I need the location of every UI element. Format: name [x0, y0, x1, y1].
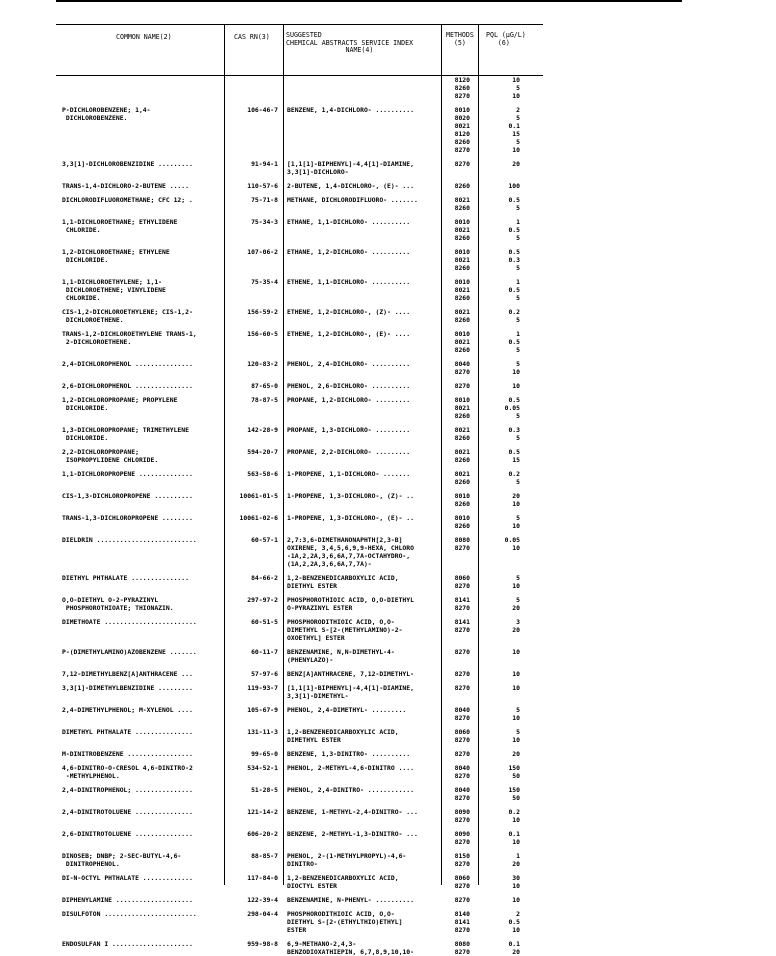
row-methods: 8010 8021 8260 [454, 396, 470, 420]
row-index-name: ETHANE, 1,2-DICHLORO- .......... [287, 248, 411, 256]
row-cas-rn: 563-58-6 [247, 470, 278, 478]
row-pql: 0.3 5 [508, 426, 520, 442]
row-index-name: PHENOL, 2,4-DINITRO- ............ [287, 786, 414, 794]
row-index-name: 1,2-BENZENEDICARBOXYLIC ACID, DIOCTYL ESTER [287, 874, 399, 890]
row-common-name: DIPHENYLAMINE .................... [62, 896, 193, 904]
row-cas-rn: 156-59-2 [247, 308, 278, 316]
row-pql: 20 [512, 160, 520, 168]
row-cas-rn: 594-20-7 [247, 448, 278, 456]
row-methods: 8040 8270 [454, 706, 470, 722]
row-index-name: BENZ[A]ANTHRACENE, 7,12-DIMETHYL- [287, 670, 414, 678]
column-divider-4 [478, 24, 479, 885]
row-index-name: PHENOL, 2,4-DICHLORO- .......... [287, 360, 411, 368]
row-cas-rn: 121-14-2 [247, 808, 278, 816]
row-methods: 8090 8270 [454, 808, 470, 824]
row-methods: 8150 8270 [454, 852, 470, 868]
row-cas-rn: 119-93-7 [247, 684, 278, 692]
row-pql: 100 [508, 182, 520, 190]
row-cas-rn: 156-60-5 [247, 330, 278, 338]
row-common-name: 3,3[1]-DICHLOROBENZIDINE ......... [62, 160, 193, 168]
row-methods: 8270 [454, 382, 470, 390]
row-pql: 0.2 5 [508, 470, 520, 486]
row-pql: 150 50 [508, 764, 520, 780]
row-index-name: BENZENE, 1-METHYL-2,4-DINITRO- ... [287, 808, 418, 816]
row-cas-rn: 75-34-3 [251, 218, 278, 226]
row-cas-rn: 57-97-6 [251, 670, 278, 678]
row-methods: 8141 8270 [454, 618, 470, 634]
row-index-name: PHENOL, 2,4-DIMETHYL- ......... [287, 706, 407, 714]
row-common-name: DIMETHYL PHTHALATE ............... [62, 728, 193, 736]
row-common-name: TRANS-1,3-DICHLOROPROPENE ........ [62, 514, 193, 522]
row-index-name: [1,1[1]-BIPHENYL]-4,4[1]-DIAMINE, 3,3[1]-DIMETHYL- [287, 684, 414, 700]
row-methods: 8120 8260 8270 [454, 76, 470, 100]
row-index-name: PHOSPHORODITHIOIC ACID, O,O- DIMETHYL S-[2-(METHYLAMINO)-2- OXOETHYL] ESTER [287, 618, 403, 642]
row-methods: 8270 [454, 750, 470, 758]
row-methods: 8060 8270 [454, 874, 470, 890]
row-index-name: ETHENE, 1,1-DICHLORO- .......... [287, 278, 411, 286]
row-cas-rn: 105-67-9 [247, 706, 278, 714]
row-cas-rn: 60-57-1 [251, 536, 278, 544]
row-pql: 5 20 [512, 596, 520, 612]
row-methods: 8010 8021 8260 [454, 278, 470, 302]
row-common-name: 1,1-DICHLOROETHYLENE; 1,1- DICHLOROETHENE; VINYLIDENE CHLORIDE. [62, 278, 166, 302]
row-methods: 8021 8260 [454, 308, 470, 324]
row-common-name: 2,4-DIMETHYLPHENOL; M-XYLENOL .... [62, 706, 193, 714]
row-cas-rn: 84-66-2 [251, 574, 278, 582]
row-common-name: TRANS-1,2-DICHLOROETHYLENE TRANS-1, 2-DICHLOROETHENE. [62, 330, 197, 346]
row-cas-rn: 122-39-4 [247, 896, 278, 904]
row-methods: 8010 8260 [454, 492, 470, 508]
row-methods: 8021 8260 [454, 470, 470, 486]
row-common-name: DIMETHOATE ........................ [62, 618, 197, 626]
row-common-name: 2,6-DICHLOROPHENOL ............... [62, 382, 193, 390]
row-cas-rn: 88-85-7 [251, 852, 278, 860]
row-methods: 8040 8270 [454, 764, 470, 780]
row-index-name: BENZENE, 1,4-DICHLORO- .......... [287, 106, 414, 114]
row-methods: 8260 [454, 182, 470, 190]
row-methods: 8270 [454, 670, 470, 678]
top-rule [56, 0, 682, 2]
row-methods: 8010 8021 8260 [454, 330, 470, 354]
row-methods: 8060 8270 [454, 574, 470, 590]
row-cas-rn: 110-57-6 [247, 182, 278, 190]
row-methods: 8010 8020 8021 8120 8260 8270 [454, 106, 470, 154]
row-common-name: M-DINITROBENZENE ................. [62, 750, 193, 758]
row-pql: 5 10 [512, 706, 520, 722]
row-index-name: PHENOL, 2-(1-METHYLPROPYL)-4,6- DINITRO- [287, 852, 407, 868]
row-index-name: PROPANE, 2,2-DICHLORO- ......... [287, 448, 411, 456]
row-cas-rn: 297-97-2 [247, 596, 278, 604]
row-pql: 10 [512, 382, 520, 390]
row-cas-rn: 606-20-2 [247, 830, 278, 838]
column-divider-2 [283, 24, 284, 885]
row-common-name: 4,6-DINITRO-O-CRESOL 4,6-DINITRO-2 -METHYLPHENOL. [62, 764, 193, 780]
row-methods: 8080 8270 [454, 940, 470, 956]
row-pql: 150 50 [508, 786, 520, 802]
row-methods: 8021 8260 [454, 426, 470, 442]
row-cas-rn: 10061-01-5 [239, 492, 278, 500]
row-methods: 8021 8260 [454, 448, 470, 464]
column-divider-3 [441, 24, 442, 885]
row-methods: 8060 8270 [454, 728, 470, 744]
row-common-name: P-DICHLOROBENZENE; 1,4- DICHLOROBENZENE. [62, 106, 151, 122]
row-methods: 8080 8270 [454, 536, 470, 552]
row-pql: 2 0.5 10 [508, 910, 520, 934]
row-pql: 30 10 [512, 874, 520, 890]
row-methods: 8090 8270 [454, 830, 470, 846]
row-index-name: ETHENE, 1,2-DICHLORO-, (E)- .... [287, 330, 411, 338]
header-methods: METHODS (5) [446, 31, 474, 47]
column-divider-1 [224, 24, 225, 885]
row-index-name: BENZENE, 2-METHYL-1,3-DINITRO- ... [287, 830, 418, 838]
row-cas-rn: 298-04-4 [247, 910, 278, 918]
row-common-name: ENDOSULFAN I ..................... [62, 940, 193, 948]
row-common-name: 2,4-DICHLOROPHENOL ............... [62, 360, 193, 368]
row-index-name: 2-BUTENE, 1,4-DICHLORO-, (E)- ... [287, 182, 414, 190]
row-methods: 8140 8141 8270 [454, 910, 470, 934]
row-index-name: PHOSPHORODITHIOIC ACID, O,O- DIETHYL S-[2-(ETHYLTHIO)ETHYL] ESTER [287, 910, 403, 934]
row-index-name: BENZENAMINE, N-PHENYL- .......... [287, 896, 414, 904]
row-methods: 8010 8021 8260 [454, 218, 470, 242]
row-cas-rn: 75-35-4 [251, 278, 278, 286]
row-cas-rn: 75-71-8 [251, 196, 278, 204]
row-methods: 8270 [454, 896, 470, 904]
row-common-name: 2,4-DINITROTOLUENE ............... [62, 808, 193, 816]
row-pql: 3 20 [512, 618, 520, 634]
row-cas-rn: 107-06-2 [247, 248, 278, 256]
row-pql: 0.5 5 [508, 196, 520, 212]
row-common-name: P-(DIMETHYLAMINO)AZOBENZENE ....... [62, 648, 197, 656]
row-methods: 8270 [454, 160, 470, 168]
row-index-name: PROPANE, 1,2-DICHLORO- ......... [287, 396, 411, 404]
row-methods: 8141 8270 [454, 596, 470, 612]
row-index-name: 1,2-BENZENEDICARBOXYLIC ACID, DIETHYL ESTER [287, 574, 399, 590]
row-pql: 0.2 5 [508, 308, 520, 324]
row-cas-rn: 131-11-3 [247, 728, 278, 736]
row-common-name: DICHLORODIFLUOROMETHANE; CFC 12; . [62, 196, 193, 204]
row-pql: 10 [512, 896, 520, 904]
row-pql: 1 20 [512, 852, 520, 868]
row-pql: 5 10 [512, 514, 520, 530]
header-cas-rn: CAS RN(3) [234, 33, 270, 41]
row-common-name: DIETHYL PHTHALATE ............... [62, 574, 189, 582]
row-common-name: CIS-1,3-DICHLOROPROPENE .......... [62, 492, 193, 500]
row-index-name: PROPANE, 1,3-DICHLORO- ......... [287, 426, 411, 434]
row-pql: 1 0.5 5 [508, 278, 520, 302]
row-pql: 1 0.5 5 [508, 330, 520, 354]
row-cas-rn: 99-65-0 [251, 750, 278, 758]
row-cas-rn: 117-84-0 [247, 874, 278, 882]
row-pql: 0.5 0.05 5 [504, 396, 520, 420]
row-methods: 8270 [454, 684, 470, 692]
row-pql: 0.5 0.3 5 [508, 248, 520, 272]
header-index-name: SUGGESTED CHEMICAL ABSTRACTS SERVICE INDEX NAME(4) [286, 31, 414, 54]
row-cas-rn: 78-87-5 [251, 396, 278, 404]
row-index-name: 2,7:3,6-DIMETHANONAPHTH[2,3-B] OXIRENE, 3,4,5,6,9,9-HEXA, CHLORO -1A,2,2A,3,6,6A,7,7A-OCTAHYDRO-, (1A,2,2A,3,6,6A,7,7A)- [287, 536, 414, 568]
row-pql: 10 [512, 648, 520, 656]
row-pql: 0.05 10 [504, 536, 520, 552]
row-index-name: 1-PROPENE, 1,3-DICHLORO-, (E)- .. [287, 514, 414, 522]
row-pql: 0.5 15 [508, 448, 520, 464]
row-cas-rn: 87-65-0 [251, 382, 278, 390]
row-methods: 8040 8270 [454, 360, 470, 376]
row-common-name: DIELDRIN .......................... [62, 536, 197, 544]
row-pql: 0.1 20 [508, 940, 520, 956]
row-common-name: 1,1-DICHLOROETHANE; ETHYLIDENE CHLORIDE. [62, 218, 178, 234]
row-index-name: PHENOL, 2,6-DICHLORO- .......... [287, 382, 411, 390]
row-pql: 5 10 [512, 574, 520, 590]
row-pql: 5 10 [512, 360, 520, 376]
row-pql: 10 [512, 670, 520, 678]
row-methods: 8010 8260 [454, 514, 470, 530]
header-pql: PQL (µG/L) (6) [486, 31, 526, 47]
row-common-name: 1,3-DICHLOROPROPANE; TRIMETHYLENE DICHLORIDE. [62, 426, 189, 442]
row-common-name: O,O-DIETHYL O-2-PYRAZINYL PHOSPHOROTHIOATE; THIONAZIN. [62, 596, 174, 612]
row-pql: 2 5 0.1 15 5 10 [508, 106, 520, 154]
row-pql: 20 [512, 750, 520, 758]
row-cas-rn: 91-94-1 [251, 160, 278, 168]
row-cas-rn: 142-28-9 [247, 426, 278, 434]
row-common-name: 2,2-DICHLOROPROPANE; ISOPROPYLIDENE CHLORIDE. [62, 448, 159, 464]
row-index-name: ETHANE, 1,1-DICHLORO- .......... [287, 218, 411, 226]
row-common-name: 1,1-DICHLOROPROPENE .............. [62, 470, 193, 478]
row-cas-rn: 60-51-5 [251, 618, 278, 626]
row-methods: 8040 8270 [454, 786, 470, 802]
row-methods: 8270 [454, 648, 470, 656]
row-cas-rn: 10061-02-6 [239, 514, 278, 522]
row-common-name: 2,6-DINITROTOLUENE ............... [62, 830, 193, 838]
row-methods: 8010 8021 8260 [454, 248, 470, 272]
row-index-name: [1,1[1]-BIPHENYL]-4,4[1]-DIAMINE, 3,3[1]-DICHLORO- [287, 160, 414, 176]
row-common-name: DINOSEB; DNBP; 2-SEC-BUTYL-4,6- DINITROPHENOL. [62, 852, 182, 868]
row-index-name: BENZENAMINE, N,N-DIMETHYL-4- (PHENYLAZO)- [287, 648, 395, 664]
row-index-name: 1-PROPENE, 1,3-DICHLORO-, (Z)- .. [287, 492, 414, 500]
row-cas-rn: 51-28-5 [251, 786, 278, 794]
row-index-name: ETHENE, 1,2-DICHLORO-, (Z)- .... [287, 308, 411, 316]
row-methods: 8021 8260 [454, 196, 470, 212]
row-pql: 0.2 10 [508, 808, 520, 824]
row-common-name: DI-N-OCTYL PHTHALATE ............. [62, 874, 193, 882]
row-common-name: TRANS-1,4-DICHLORO-2-BUTENE ..... [62, 182, 189, 190]
row-index-name: 1,2-BENZENEDICARBOXYLIC ACID, DIMETHYL ESTER [287, 728, 399, 744]
row-common-name: DISULFOTON ........................ [62, 910, 197, 918]
row-index-name: METHANE, DICHLORODIFLUORO- ....... [287, 196, 418, 204]
row-common-name: 1,2-DICHLOROPROPANE; PROPYLENE DICHLORIDE. [62, 396, 178, 412]
row-pql: 10 5 10 [512, 76, 520, 100]
row-index-name: BENZENE, 1,3-DINITRO- .......... [287, 750, 411, 758]
row-common-name: CIS-1,2-DICHLOROETHYLENE; CIS-1,2- DICHLOROETHENE. [62, 308, 193, 324]
row-index-name: PHENOL, 2-METHYL-4,6-DINITRO .... [287, 764, 414, 772]
header-common-name: COMMON NAME(2) [116, 33, 172, 41]
header-top-rule [56, 24, 543, 25]
row-cas-rn: 120-83-2 [247, 360, 278, 368]
row-cas-rn: 534-52-1 [247, 764, 278, 772]
row-common-name: 3,3[1]-DIMETHYLBENZIDINE ......... [62, 684, 193, 692]
row-index-name: 6,9-METHANO-2,4,3- BENZODIOXATHIEPIN, 6,7,8,9,10,10- [287, 940, 414, 956]
row-cas-rn: 60-11-7 [251, 648, 278, 656]
row-cas-rn: 959-98-8 [247, 940, 278, 948]
row-common-name: 1,2-DICHLOROETHANE; ETHYLENE DICHLORIDE. [62, 248, 170, 264]
row-cas-rn: 106-46-7 [247, 106, 278, 114]
row-common-name: 2,4-DINITROPHENOL; ............... [62, 786, 193, 794]
row-pql: 1 0.5 5 [508, 218, 520, 242]
row-pql: 20 10 [512, 492, 520, 508]
row-pql: 0.1 10 [508, 830, 520, 846]
row-index-name: 1-PROPENE, 1,1-DICHLORO- ....... [287, 470, 411, 478]
row-pql: 5 10 [512, 728, 520, 744]
row-pql: 10 [512, 684, 520, 692]
row-index-name: PHOSPHOROTHIOIC ACID, O,O-DIETHYL O-PYRAZINYL ESTER [287, 596, 414, 612]
row-common-name: 7,12-DIMETHYLBENZ[A]ANTHRACENE ... [62, 670, 193, 678]
